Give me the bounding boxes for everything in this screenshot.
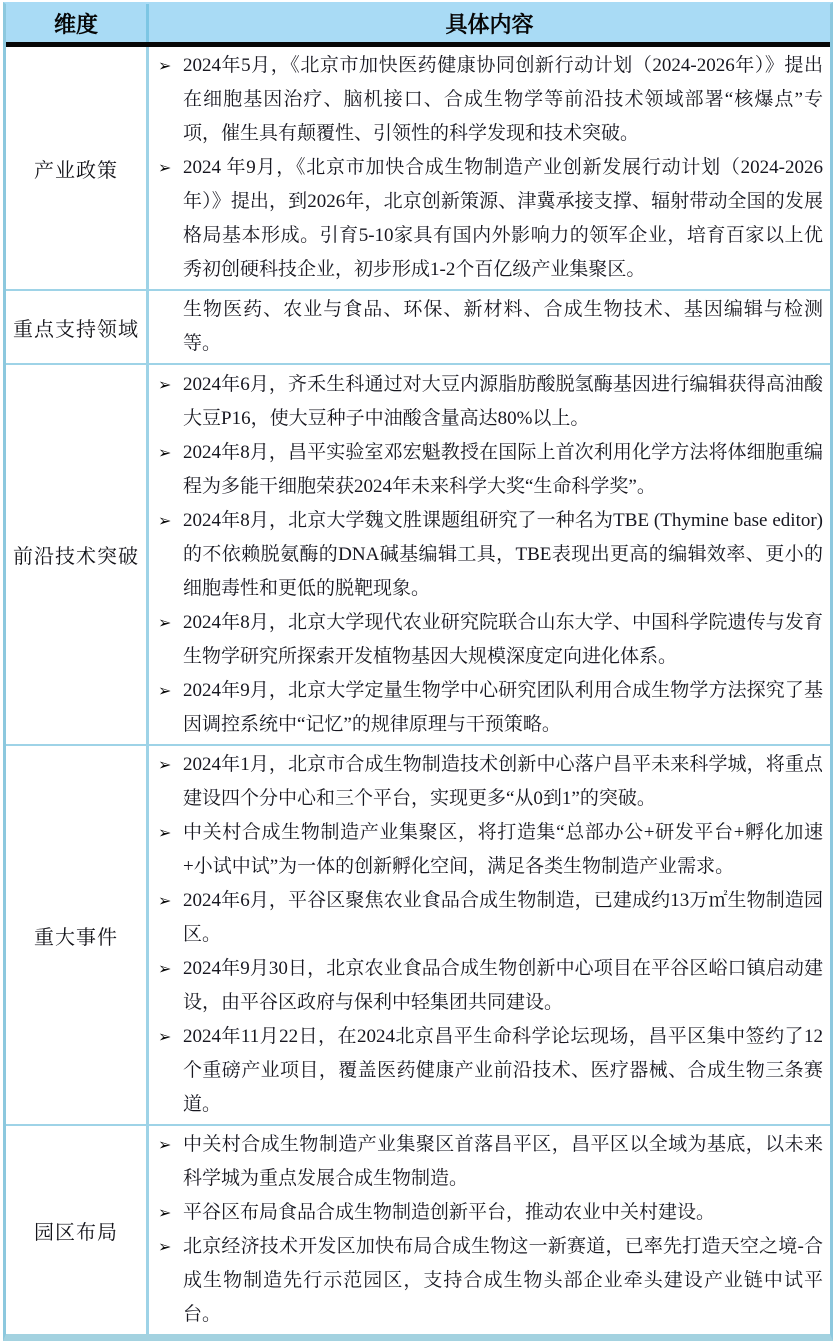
content-item-text: 2024年11月22日，在2024北京昌平生命科学论坛现场，昌平区集中签约了12个重磅产业项目，覆盖医药健康产业前沿技术、医疗器械、合成生物三条赛道。 bbox=[183, 1026, 823, 1115]
content-item bbox=[157, 504, 823, 606]
arrow-bullet-icon: ➢ bbox=[158, 56, 172, 75]
row-content-cell bbox=[146, 365, 830, 744]
content-item-list bbox=[157, 49, 823, 287]
arrow-bullet-icon: ➢ bbox=[158, 891, 172, 910]
arrow-bullet-icon: ➢ bbox=[158, 755, 172, 774]
content-item bbox=[157, 1196, 823, 1230]
content-item bbox=[157, 748, 823, 816]
table-row bbox=[6, 363, 830, 744]
arrow-bullet-icon: ➢ bbox=[158, 1203, 172, 1222]
content-item bbox=[157, 1128, 823, 1196]
content-item-list bbox=[157, 368, 823, 742]
arrow-bullet-icon: ➢ bbox=[158, 1135, 172, 1154]
content-item-text: 平谷区布局食品合成生物制造创新平台，推动农业中关村建设。 bbox=[183, 1202, 716, 1223]
content-item bbox=[157, 293, 823, 361]
content-item-text: 中关村合成生物制造产业集聚区首落昌平区，昌平区以全域为基底，以未来科学城为重点发展合成生物制造。 bbox=[183, 1134, 823, 1189]
arrow-bullet-icon: ➢ bbox=[158, 374, 172, 394]
content-item-text: 2024年8月，昌平实验室邓宏魁教授在国际上首次利用化学方法将体细胞重编程为多能干细胞荣获2024年未来科学大奖“生命科学奖”。 bbox=[183, 441, 823, 497]
arrow-bullet-icon: ➢ bbox=[158, 1237, 172, 1256]
table-header-row bbox=[6, 4, 830, 42]
arrow-bullet-icon: ➢ bbox=[158, 158, 172, 177]
row-content-cell bbox=[146, 1126, 830, 1334]
content-item-text: 2024年5月，《北京市加快医药健康协同创新行动计划（2024-2026年）》提出在细胞基因治疗、脑机接口、合成生物学等前沿技术领域部署“核爆点”专项，催生具有颠覆性、引领性的科学发现和技术突破。 bbox=[183, 55, 823, 144]
row-dimension-label: 重大事件 bbox=[34, 926, 118, 949]
row-dimension-label: 前沿技术突破 bbox=[13, 546, 139, 568]
policy-table bbox=[3, 2, 833, 1341]
content-item-text: 2024年8月，北京大学魏文胜课题组研究了一种名为TBE (Thymine base editor) 的不依赖脱氨酶的DNA碱基编辑工具，TBE表现出更高的编辑效率、更小的细胞毒性和更低的脱靶现象。 bbox=[183, 509, 823, 599]
content-item-list bbox=[157, 1128, 823, 1332]
content-item bbox=[157, 884, 823, 952]
content-item-text: 2024年9月，北京大学定量生物学中心研究团队利用合成生物学方法探究了基因调控系统中“记忆”的规律原理与干预策略。 bbox=[183, 679, 823, 735]
table-row bbox=[6, 1124, 830, 1334]
content-item bbox=[157, 1020, 823, 1122]
content-item-text: 2024年8月，北京大学现代农业研究院联合山东大学、中国科学院遗传与发育生物学研究所探索开发植物基因大规模深度定向进化体系。 bbox=[183, 611, 823, 667]
content-item-text: 2024年6月，平谷区聚焦农业食品合成生物制造，已建成约13万㎡生物制造园区。 bbox=[183, 890, 823, 945]
row-content-cell bbox=[146, 47, 830, 289]
row-dimension-label: 园区布局 bbox=[34, 1221, 118, 1244]
content-item-text: 中关村合成生物制造产业集聚区，将打造集“总部办公+研发平台+孵化加速+小试中试”为一体的创新孵化空间，满足各类生物制造产业需求。 bbox=[183, 822, 823, 877]
arrow-bullet-icon: ➢ bbox=[158, 442, 172, 462]
content-item-text: 北京经济技术开发区加快布局合成生物这一新赛道，已率先打造天空之境-合成生物制造先行示范园区，支持合成生物头部企业牵头建设产业链中试平台。 bbox=[183, 1236, 823, 1325]
content-item bbox=[157, 49, 823, 151]
table-row bbox=[6, 289, 830, 363]
content-item-list bbox=[157, 748, 823, 1122]
arrow-bullet-icon: ➢ bbox=[158, 612, 172, 632]
arrow-bullet-icon: ➢ bbox=[158, 1027, 172, 1046]
table-row bbox=[6, 47, 830, 289]
content-item-text: 2024年1月，北京市合成生物制造技术创新中心落户昌平未来科学城，将重点建设四个分中心和三个平台，实现更多“从0到1”的突破。 bbox=[183, 754, 823, 809]
table-row bbox=[6, 744, 830, 1124]
content-item bbox=[157, 606, 823, 674]
row-dimension-label: 产业政策 bbox=[34, 159, 118, 182]
content-item bbox=[157, 1230, 823, 1332]
content-item bbox=[157, 816, 823, 884]
content-item-text: 2024年6月，齐禾生科通过对大豆内源脂肪酸脱氢酶基因进行编辑获得高油酸大豆P16，使大豆种子中油酸含量高达80%以上。 bbox=[183, 373, 823, 429]
row-content-cell bbox=[146, 291, 830, 363]
content-item bbox=[157, 368, 823, 436]
arrow-bullet-icon: ➢ bbox=[158, 823, 172, 842]
arrow-bullet-icon: ➢ bbox=[158, 680, 172, 700]
table-body bbox=[6, 47, 830, 1334]
column-header-dimension: 维度 bbox=[53, 11, 98, 37]
arrow-bullet-icon: ➢ bbox=[158, 510, 172, 530]
content-item-text: 2024年9月30日，北京农业食品合成生物创新中心项目在平谷区峪口镇启动建设，由平谷区政府与保利中轻集团共同建设。 bbox=[183, 958, 823, 1013]
content-item bbox=[157, 436, 823, 504]
content-item bbox=[157, 674, 823, 742]
row-dimension-label: 重点支持领域 bbox=[13, 318, 139, 341]
content-item-text: 2024 年9月，《北京市加快合成生物制造产业创新发展行动计划（2024-2026年）》提出，到2026年，北京创新策源、津冀承接支撑、辐射带动全国的发展格局基本形成。引育5-10家具有国内外影响力的领军企业，培育百家以上优秀初创硬科技企业，初步形成1-2个百亿级产业集聚区。 bbox=[183, 157, 823, 280]
content-item-text: 生物医药、农业与食品、环保、新材料、合成生物技术、基因编辑与检测等。 bbox=[183, 299, 823, 354]
arrow-bullet-icon: ➢ bbox=[158, 959, 172, 978]
content-item-list bbox=[157, 293, 823, 361]
content-item bbox=[157, 151, 823, 287]
content-item bbox=[157, 952, 823, 1020]
column-header-content: 具体内容 bbox=[146, 4, 830, 42]
row-content-cell bbox=[146, 746, 830, 1124]
